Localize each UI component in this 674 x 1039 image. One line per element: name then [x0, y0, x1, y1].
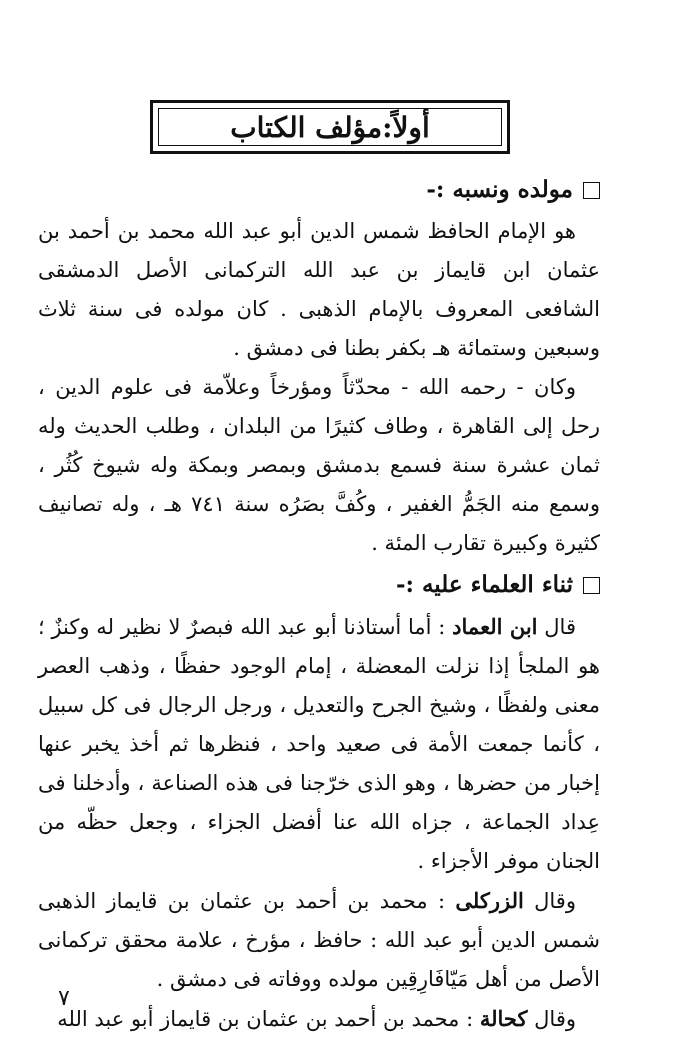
paragraph-kahhala	[38, 999, 600, 1039]
page-content	[38, 168, 600, 1039]
scholar-name: كحالة	[479, 1006, 528, 1031]
section-heading-birth	[38, 168, 600, 212]
scholar-name: ابن العماد	[452, 614, 538, 639]
page-number: ٧	[58, 986, 70, 1011]
text-run: : أما أستاذنا أبو عبد الله فبصرٌ لا نظير له وكنزٌ ؛ هو الملجأ إذا نزلت المعضلة ، إمام الوجود حفظًا ، وذهب العصر معنى ولفظًا ، وشيخ الجرح والتعديل ، ورجل الرجال فى كل سبيل ، كأنما جمعت الأمة فى صعيد واحد ، فنظرها ثم أخذ يخبر عنها إخبار من حضرها ، وهو الذى خرّجنا فى هذه الصناعة ، وأدخلنا فى عِداد الجماعة ، جزاه الله عنا أفضل الجزاء ، وجعل حظّه من الجنان موفر الأجزاء .	[38, 615, 600, 873]
page-title: أولاً:مؤلف الكتاب	[158, 108, 502, 146]
scholar-name: الزركلى	[455, 888, 524, 913]
title-frame	[150, 100, 510, 154]
section-heading-label: ثناء العلماء عليه :-	[395, 571, 573, 598]
text-run: وقال	[523, 889, 576, 913]
paragraph-biography: وكان - رحمه الله - محدّثاً ومؤرخاً وعلاّمة فى علوم الدين ، رحل إلى القاهرة ، وطاف كثيرًا من البلدان ، وطلب الحديث وله ثمان عشرة سنة فسمع بدمشق وبمصر وبمكة وله شيوخ كُثُر ، وسمع منه الجَمُّ الغفير ، وكُفَّ بصَرُه سنة ٧٤١ هـ ، وله تصانيف كثيرة وكبيرة تقارب المئة .	[38, 375, 600, 555]
text-run: : محمد بن أحمد بن عثمان بن قايماز أبو عبد الله	[57, 1007, 480, 1031]
paragraph-zirikli	[38, 881, 600, 999]
section-heading-praise	[38, 563, 600, 607]
text-run: وقال	[527, 1007, 576, 1031]
square-bullet-icon	[583, 182, 600, 199]
paragraph-ibn-al-imad	[38, 607, 600, 881]
text-run: : محمد بن أحمد بن عثمان بن قايماز الذهبى شمس الدين أبو عبد الله : حافظ ، مؤرخ ، علامة محقق تركمانى الأصل من أهل مَيّافَارِقِين مولده ووفاته فى دمشق .	[38, 889, 600, 991]
paragraph-lineage: هو الإمام الحافظ شمس الدين أبو عبد الله محمد بن أحمد بن عثمان ابن قايماز بن عبد الله التركمانى الأصل الدمشقى الشافعى المعروف بالإمام الذهبى . كان مولده فى سنة ثلاث وسبعين وستمائة هـ بكفر بطنا فى دمشق .	[38, 219, 600, 360]
square-bullet-icon	[583, 577, 600, 594]
text-run: قال	[537, 615, 576, 639]
section-heading-label: مولده ونسبه :-	[426, 176, 573, 203]
